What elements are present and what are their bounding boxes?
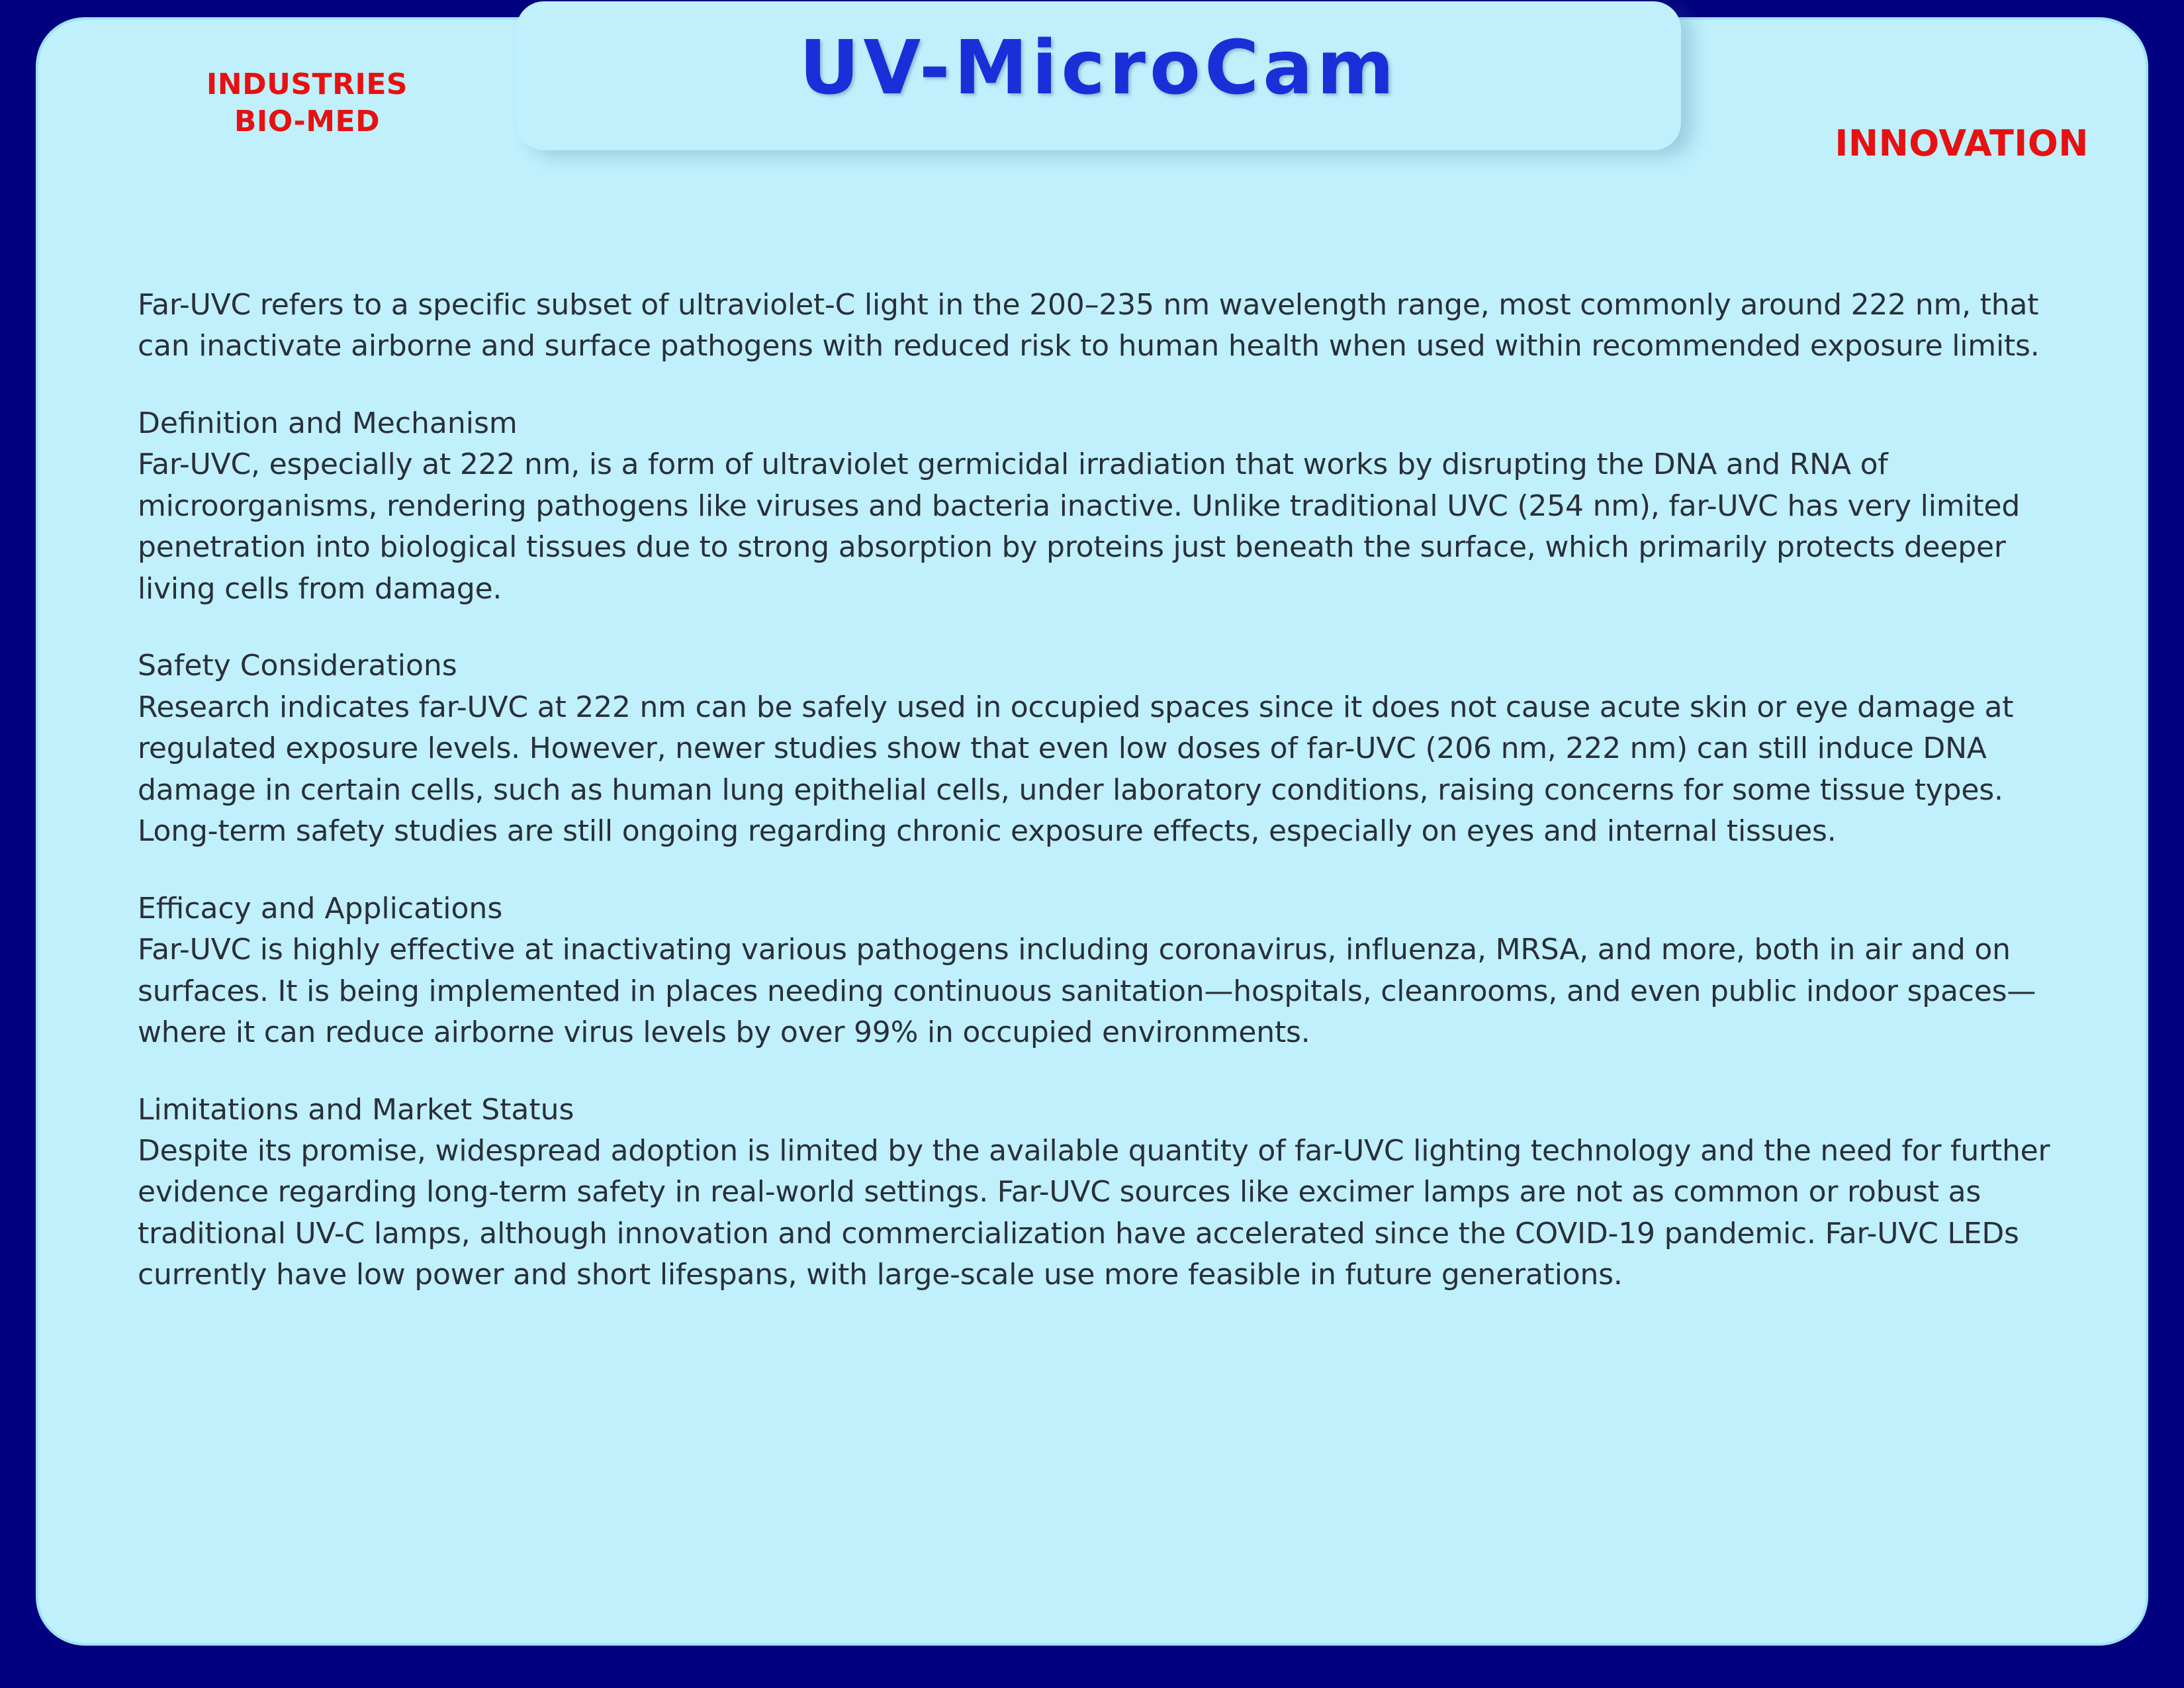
- section-safety: [138, 645, 2057, 852]
- document-page: [38, 20, 2146, 1643]
- title-tab: [516, 1, 1681, 150]
- badge-industries-line1: INDUSTRIES: [206, 68, 408, 101]
- section-heading: Efficacy and Applications: [138, 891, 503, 925]
- section-text: Research indicates far-UVC at 222 nm can be safely used in occupied spaces since it does not cause acute skin or eye damage at regulated exposure levels. However, newer studies show that even low doses of far-UVC (206 nm, 222 nm) can still induce DNA damage in certain cells, such as human lung epithelial cells, under laboratory conditions, raising concerns for some tissue types. Long-term safety studies are still ongoing regarding chronic exposure effects, especially on eyes and internal tissues.: [138, 690, 2014, 849]
- header-banner: [38, 20, 2146, 185]
- section-heading: Definition and Mechanism: [138, 406, 518, 440]
- section-limitations: [138, 1090, 2057, 1296]
- badge-industries-line2: BIO-MED: [234, 105, 381, 139]
- section-definition: [138, 403, 2057, 610]
- document-content: [138, 285, 2057, 1296]
- intro-paragraph: Far-UVC refers to a specific subset of ultraviolet-C light in the 200–235 nm wavelength range, most commonly around 222 nm, that can inactivate airborne and surface pathogens with reduced risk to human health when used within recommended exposure limits.: [138, 288, 2040, 363]
- page-title: UV-MicroCam: [799, 25, 1398, 111]
- section-heading: Limitations and Market Status: [138, 1092, 574, 1127]
- section-text: Far-UVC, especially at 222 nm, is a form of ultraviolet germicidal irradiation that works by disrupting the DNA and RNA of microorganisms, rendering pathogens like viruses and bacteria inactive. Unlike traditional UVC (254 nm), far-UVC has very limited penetration into biological tissues due to strong absorption by proteins just beneath the surface, which primarily protects deeper living cells from damage.: [138, 447, 2021, 606]
- section-heading: Safety Considerations: [138, 649, 457, 683]
- section-efficacy: [138, 888, 2057, 1054]
- section-text: Despite its promise, widespread adoption is limited by the available quantity of far-UVC lighting technology and the need for further evidence regarding long-term safety in real-world settings. Far-UVC sources like excimer lamps are not as common or robust as traditional UV-C lamps, although innovation and commercialization have accelerated since the COVID-19 pandemic. Far-UVC LEDs currently have low power and short lifespans, with large-scale use more feasible in future generations.: [138, 1133, 2050, 1292]
- section-text: Far-UVC is highly effective at inactivating various pathogens including coronavirus, influenza, MRSA, and more, both in air and on surfaces. It is being implemented in places needing continuous sanitation—hospitals, cleanrooms, and even public indoor spaces—where it can reduce airborne virus levels by over 99% in occupied environments.: [138, 933, 2036, 1050]
- badge-innovation: INNOVATION: [1835, 122, 2089, 164]
- badge-industries-biomed: [168, 66, 446, 141]
